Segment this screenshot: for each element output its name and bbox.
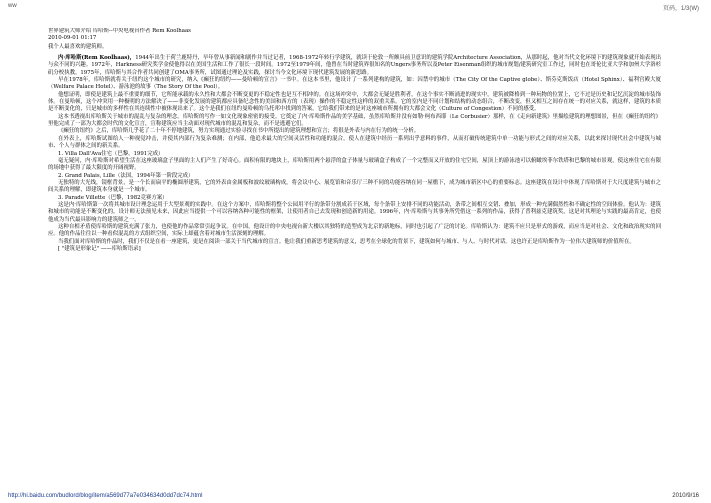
paragraph-text: 这本书透视出库哈斯关于城市的混乱与复杂的理念。库哈斯的写作一如文化现象密密的接受。它奠定了内·库哈斯作品的美学基础，虽然库哈斯并没有如勒·柯布西耶（Le Corbusier）那样，在《走向新建筑》里描绘建筑的理想图景，但在《癫狂的纽约》里他完成了一部为大都会时代的文化宣言，宣称建筑应当主动面对现代城市的混乱和复杂，而不是逃避它们。 [48,113,661,128]
paragraph-lead: 内·库哈斯(Rem Koolhaas)， [58,55,136,62]
paragraph [48,128,661,135]
article-body [48,28,661,488]
paragraph-text: 《癫狂的纽约》之后，库哈斯几乎花了二十年不停地建筑，努力实现通过实验寻找在书中所提出的建筑理想和宣言；将很是外表与内在行为的统一分析。 [58,128,420,135]
print-footer [0,491,711,503]
item-title: 3. Parade Villette（巴黎，1982竞赛方案） [58,194,168,201]
item-text: 当我们面对库哈斯的作品时，我们不仅是在看一座建筑，更是在阅读一部关于当代城市的宣言。他让我们重新思考建筑的意义，思考在全球化的背景下，建筑如何与城市、与人、与时代对话。这也许正是库哈斯作为一位伟大建筑师的价值所在。 [58,238,635,245]
article-intro: 我个人最喜欢的建筑师。 [48,43,108,50]
print-header-left: ww [8,3,17,9]
paragraph [48,92,661,114]
article-title: 世界建筑大师介绍 库哈斯--中央电视台作者 Rem Koolhaas [48,28,191,34]
print-header [0,0,711,14]
paragraph-text: 早在1978年，库哈斯就将关于纽约这个城市的研究，纳入《癫狂的纽约——曼哈顿的宣言》一书中。在这本书里，他设计了一系列建构的建筑，如：囚禁中的城市（The City Of the Captive globe）、斯芬克斯饭店（Hotel Sphinx）、福利宫殿大厦（Welfare Palace Hotel）、游泳池的故事（The Story Of the Pool）。 [48,77,661,91]
paragraph [48,77,661,92]
paragraph [48,136,661,151]
article-date: 2010-09-01 01:17 [48,35,97,42]
closing-link[interactable]: [ "建筑是形象记" ——库哈斯语录] [58,245,141,252]
item-text: 这种自相矛盾使库哈斯的建筑充满了张力，也使他的作品常常引起争议。在中国，他设计的中央电视台新大楼以其独特的造型成为北京的新地标，同时也引起了广泛的讨论。库哈斯认为：建筑不应只是形式的游戏，而应当是对社会、文化和政治现实的回应。他的作品往往以一种看似混乱的方式组织空间，实际上却蕴含着对城市生活深刻的理解。 [48,223,661,238]
paragraph [48,114,661,129]
paragraph-text: 在外表上，库哈斯试图给人一种视觉冲击，并使其内部行为复杂难测；在内部，他追求最大的空间灵活性和功能的混合，使人在建筑中经历一系列出乎意料的事件，从而打破传统建筑中单一功能与形式之间的对应关系，以此来探讨现代社会中建筑与城市、个人与群体之间的新关系。 [48,135,661,150]
paragraph [48,55,661,77]
item-text: 这是内·库哈斯第一次将其城市设计理念运用于大型景观的实践中。在这个方案中，库哈斯将整个公园用平行的条带分割成若干区域，每个条带上安排不同的功能活动，条带之间相互交错、叠加，形成一种充满偶然性和不确定性的空间体验。他认为：建筑和城市的功能是不断变化的，设计师无法预见未来，因此应当提供一个可以容纳各种可能性的框架，让使用者自己去发现和创造新的用途。1996年，内·库哈斯与其事务所凭借这一系列的作品，获得了普利兹克建筑奖，这是对其理论与实践的最高肯定，也使他成为当代最具影响力的建筑师之一。 [48,201,661,223]
article-meta [48,28,661,51]
paragraph-text: 1944年出生于荷兰鹿特丹，早年曾从事新闻和剧作并当过记者，1968-1972年转行学建筑，就读于伦敦一所颇具前卫意识的建筑学院Architecture Association，从那时起，他对当代文化环境下的建筑现象就开始表现出与众不同的兴趣。1972年，Harkness研究奖学金使他得以在美国生活和工作了很长一段时间。1972至1979年间，他曾在当时建筑界很知名的Ungers事务所以及Peter Eisenman组织的城市规划/建筑研究室工作过，同时也在哥伦比亚大学和加州大学洛杉矶分校执教。1975年，库哈斯与其合作者共同创建了OMA事务所，试图通过理论及实践，探讨当今文化环境下现代建筑发展的新思路。 [48,55,661,76]
paragraph-text: 他想证明，即使是建筑上最不重要的细节，它所能承载的永久性和大都会不断变更的不稳定性也是互不相冲的。在这场冲突中，大都会无疑是胜利者，在这个事实不断涌进的现实中，建筑被降格到一种玩物的位置上，它不过是历史和记忆沉淀的城市装饰体。在曼哈顿，这个冲突用一种极明的方法解决了——非变化发展的建筑都应具备纪念性的美国和西方的（表现）操作的不稳定性这样的双重关系。它的室内是不同计划和结构的动态组合，不断改变，但又相互之间存在统一的对应关系，就这样，建筑的本质是不断变化的，只是城市的多样性在其连续性中被体现出来了。这个是我们在纽约曼哈顿的乌托邦中找到的答案，它给我们带来的是对这座城市所拥有的大都会文化（Culture of Congestion）不同的感受。 [48,91,661,113]
print-date: 2010/9/16 [672,493,699,499]
item-title: 2. Grand Palais, Lille（法国，1994年第一阶段完成） [58,172,194,179]
item-text: 毫无疑问，内·库哈斯对希望生活在这座玻璃盒子里面的主人们产生了好奇心。面积有限的地块上，库哈斯用两个悬浮的盒子体量与玻璃盒子构成了一个完整而又开放的住宅空间，屋顶上的游泳池可以俯瞰埃菲尔铁塔和巴黎的城市景观，使这座住宅在有限的场地中获得了最大限度的开阔视野。 [48,157,661,172]
item-text: 无独特的大光线，镜框背景，是一个长而扁平的椭圆形建筑，它的外表由金属板和波纹玻璃构成，将会议中心、展览馆和音乐厅三种不同的功能容纳在同一屋檐下，成为城市新区中心的重要标志。这座建筑在设计中体现了库哈斯对于大尺度建筑与城市之间关系的理解，即建筑本身就是一个城市。 [48,179,661,194]
page-counter: 页码，1/3(W) [662,6,699,12]
page-url: http://hi.baidu.com/budlord/blog/item/a569d77a7e034634d0dd7dc74.html [8,493,203,499]
item-title: 1. Villa Dall'Ava住宅（巴黎，1991完成） [58,150,164,157]
